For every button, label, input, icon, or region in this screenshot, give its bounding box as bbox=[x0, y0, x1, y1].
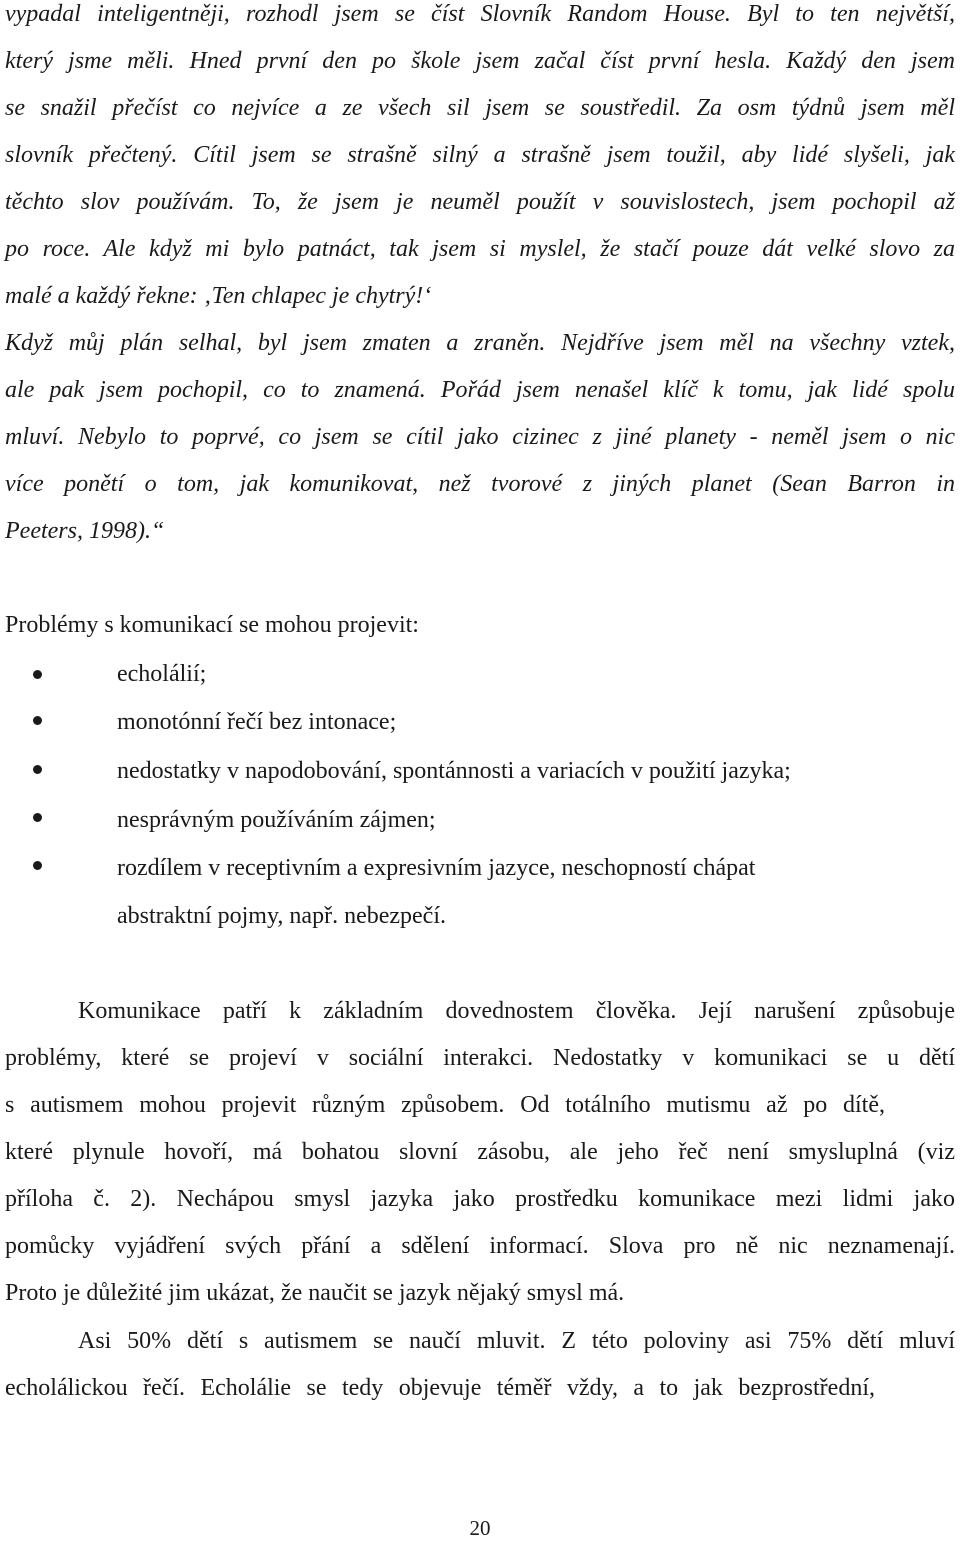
paragraph-line: problémy, které se projeví v sociální interakci. Nedostatky v komunikaci se u dětí bbox=[5, 1045, 955, 1071]
quote-line: po roce. Ale když mi bylo patnáct, tak jsem si myslel, že stačí pouze dát velké slovo za bbox=[5, 236, 955, 262]
quote-line: se snažil přečíst co nejvíce a ze všech sil jsem se soustředil. Za osm týdnů jsem měl bbox=[5, 95, 955, 121]
quote-line: těchto slov používám. To, že jsem je neuměl použít v souvislostech, jsem pochopil až bbox=[5, 189, 955, 215]
paragraph-line: s autismem mohou projevit různým způsobem. Od totálního mutismu až po dítě, bbox=[5, 1092, 885, 1118]
list-intro: Problémy s komunikací se mohou projevit: bbox=[5, 612, 419, 638]
paragraph-line: které plynule hovoří, má bohatou slovní zásobu, ale jeho řeč není smysluplná (viz bbox=[5, 1139, 955, 1165]
list-item-text: rozdílem v receptivním a expresivním jazyce, neschopností chápat bbox=[117, 855, 756, 881]
quote-line: ale pak jsem pochopil, co to znamená. Pořád jsem nenašel klíč k tomu, jak lidé spolu bbox=[5, 377, 955, 403]
list-item-text: monotónní řečí bez intonace; bbox=[117, 709, 397, 735]
paragraph-line: Komunikace patří k základním dovednostem člověka. Její narušení způsobuje bbox=[78, 998, 955, 1024]
quote-line: slovník přečtený. Cítil jsem se strašně silný a strašně jsem toužil, aby lidé slyšeli, jak bbox=[5, 142, 955, 168]
bullet-dot-icon bbox=[33, 716, 42, 725]
list-item-text: echolálií; bbox=[117, 661, 207, 687]
paragraph-line: příloha č. 2). Nechápou smysl jazyka jako prostředku komunikace mezi lidmi jako bbox=[5, 1186, 955, 1212]
bullet-dot-icon bbox=[33, 670, 42, 679]
list-item-text-continuation: abstraktní pojmy, např. nebezpečí. bbox=[117, 903, 446, 929]
list-item-text: nesprávným používáním zájmen; bbox=[117, 807, 436, 833]
bullet-dot-icon bbox=[33, 813, 42, 822]
list-item-text: nedostatky v napodobování, spontánnosti a variacích v použití jazyka; bbox=[117, 758, 791, 784]
quote-line: malé a každý řekne: ‚Ten chlapec je chytrý!‘ bbox=[5, 283, 432, 309]
quote-line: mluví. Nebylo to poprvé, co jsem se cítil jako cizinec z jiné planety - neměl jsem o nic bbox=[5, 424, 955, 450]
page-number: 20 bbox=[469, 1516, 491, 1540]
paragraph-line: Proto je důležité jim ukázat, že naučit se jazyk nějaký smysl má. bbox=[5, 1280, 625, 1306]
quote-line: Peeters, 1998).“ bbox=[5, 518, 165, 544]
quote-line: vypadal inteligentněji, rozhodl jsem se číst Slovník Random House. Byl to ten největší, bbox=[5, 1, 955, 27]
quote-line: Když můj plán selhal, byl jsem zmaten a zraněn. Nejdříve jsem měl na všechny vztek, bbox=[5, 330, 955, 356]
quote-line: více ponětí o tom, jak komunikovat, než tvorové z jiných planet (Sean Barron in bbox=[5, 471, 955, 497]
paragraph-line: Asi 50% dětí s autismem se naučí mluvit. Z této poloviny asi 75% dětí mluví bbox=[78, 1328, 955, 1354]
bullet-dot-icon bbox=[33, 765, 42, 774]
quote-line: který jsme měli. Hned první den po škole jsem začal číst první hesla. Každý den jsem bbox=[5, 48, 955, 74]
paragraph-line: pomůcky vyjádření svých přání a sdělení informací. Slova pro ně nic neznamenají. bbox=[5, 1233, 955, 1259]
paragraph-line: echolálickou řečí. Echolálie se tedy objevuje téměř vždy, a to jak bezprostřední, bbox=[5, 1375, 875, 1401]
bullet-dot-icon bbox=[33, 861, 42, 870]
